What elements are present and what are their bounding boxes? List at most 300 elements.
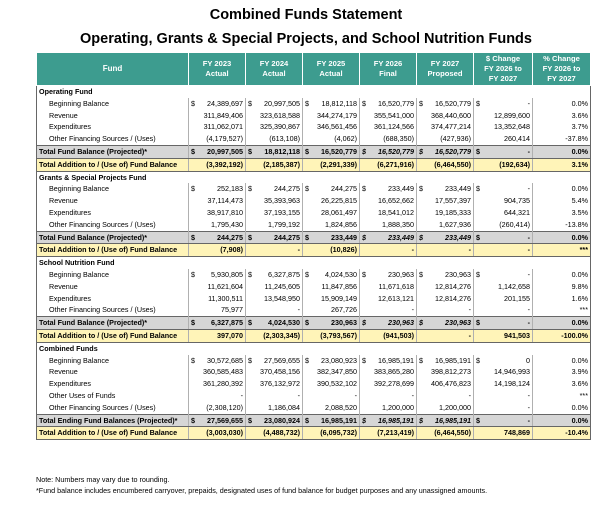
- cell-value: 13,352,648: [494, 122, 530, 132]
- cell-value: 6,327,875: [211, 318, 243, 328]
- cell-value: (6,464,550): [434, 428, 471, 438]
- cell-value: 18,812,118: [264, 146, 300, 156]
- cell-value: -: [527, 98, 530, 108]
- value-cell: [246, 110, 303, 122]
- value-cell: [417, 378, 474, 390]
- value-cell: [360, 355, 417, 367]
- cell-value: 370,458,156: [260, 367, 300, 377]
- value-cell: [533, 133, 591, 145]
- value-cell: [303, 183, 360, 195]
- line-item-row: [37, 402, 591, 414]
- value-cell: [417, 293, 474, 305]
- cell-value: 406,476,823: [431, 379, 471, 389]
- value-cell: [474, 269, 533, 281]
- page-subtitle: Operating, Grants & Special Projects, and School Nutrition Funds: [80, 31, 532, 47]
- value-cell: [246, 158, 303, 171]
- cell-value: 0.0%: [571, 318, 588, 328]
- dollar-sign: $: [362, 184, 366, 194]
- cell-value: 267,726: [331, 305, 357, 315]
- value-cell: [246, 219, 303, 231]
- value-cell: [189, 329, 246, 342]
- row-label: Expenditures: [37, 121, 189, 133]
- cell-value: -: [527, 318, 530, 328]
- header-fy2024: FY 2024 Actual: [246, 53, 303, 86]
- cell-value: 16,652,662: [378, 196, 414, 206]
- cell-value: (427,936): [440, 134, 471, 144]
- row-label: Revenue: [37, 366, 189, 378]
- value-cell: [246, 317, 303, 330]
- cell-value: -: [527, 146, 530, 156]
- line-item-row: [37, 378, 591, 390]
- cell-value: -: [354, 390, 357, 400]
- line-item-row: [37, 304, 591, 316]
- cell-value: -: [527, 305, 530, 315]
- cell-value: -: [468, 305, 471, 315]
- value-cell: [246, 402, 303, 414]
- value-cell: [533, 402, 591, 414]
- value-cell: [246, 269, 303, 281]
- cell-value: 346,561,456: [317, 122, 357, 132]
- dollar-sign: $: [419, 146, 423, 156]
- value-cell: [474, 158, 533, 171]
- value-cell: [246, 378, 303, 390]
- dollar-sign: $: [248, 146, 252, 156]
- cell-value: -: [527, 390, 530, 400]
- row-label: Total Addition to / (Use of) Fund Balance: [37, 329, 189, 342]
- value-cell: [189, 293, 246, 305]
- value-cell: [303, 244, 360, 257]
- value-cell: [360, 121, 417, 133]
- cell-value: 233,449: [445, 232, 471, 242]
- value-cell: [417, 269, 474, 281]
- value-cell: [189, 133, 246, 145]
- value-cell: [474, 293, 533, 305]
- cell-value: 392,278,699: [374, 379, 414, 389]
- value-cell: [189, 402, 246, 414]
- line-item-row: [37, 281, 591, 293]
- row-label: Total Addition to / (Use of) Fund Balance: [37, 244, 189, 257]
- section-header-row: [37, 86, 591, 98]
- value-cell: [474, 402, 533, 414]
- cell-value: 398,812,273: [431, 367, 471, 377]
- cell-value: 75,977: [221, 305, 243, 315]
- cell-value: 0.0%: [571, 232, 588, 242]
- value-cell: [474, 121, 533, 133]
- row-label: Beginning Balance: [37, 183, 189, 195]
- cell-value: 0.0%: [571, 402, 588, 412]
- cell-value: 748,869: [504, 428, 530, 438]
- value-cell: [246, 304, 303, 316]
- line-item-row: [37, 293, 591, 305]
- value-cell: [533, 390, 591, 402]
- cell-value: -: [527, 402, 530, 412]
- cell-value: 344,274,179: [317, 110, 357, 120]
- cell-value: 325,390,867: [260, 122, 300, 132]
- cell-value: ***: [579, 245, 588, 255]
- line-item-row: [37, 207, 591, 219]
- value-cell: [474, 219, 533, 231]
- value-cell: [417, 402, 474, 414]
- value-cell: [474, 281, 533, 293]
- value-cell: [303, 98, 360, 110]
- value-cell: [533, 304, 591, 316]
- cell-value: 233,449: [388, 184, 414, 194]
- cell-value: 374,477,214: [431, 122, 471, 132]
- line-item-row: [37, 269, 591, 281]
- value-cell: [303, 231, 360, 244]
- line-item-row: [37, 366, 591, 378]
- cell-value: 16,985,191: [378, 415, 414, 425]
- dollar-sign: $: [305, 98, 309, 108]
- cell-value: 26,225,815: [321, 196, 357, 206]
- cell-value: 644,321: [504, 207, 530, 217]
- cell-value: 0.0%: [571, 184, 588, 194]
- dollar-sign: $: [305, 318, 309, 328]
- dollar-sign: $: [362, 269, 366, 279]
- dollar-sign: $: [248, 269, 252, 279]
- dollar-sign: $: [305, 269, 309, 279]
- value-cell: [474, 110, 533, 122]
- dollar-sign: $: [305, 415, 309, 425]
- cell-value: 2,088,520: [325, 402, 357, 412]
- dollar-sign: $: [476, 318, 480, 328]
- value-cell: [246, 145, 303, 158]
- total-addition-row: [37, 329, 591, 342]
- value-cell: [189, 355, 246, 367]
- value-cell: [474, 98, 533, 110]
- cell-value: 12,613,121: [378, 293, 414, 303]
- cell-value: 23,080,923: [321, 355, 357, 365]
- value-cell: [417, 281, 474, 293]
- dollar-sign: $: [419, 269, 423, 279]
- value-cell: [246, 414, 303, 427]
- cell-value: (688,350): [383, 134, 414, 144]
- cell-value: -: [240, 390, 243, 400]
- cell-value: 382,347,850: [317, 367, 357, 377]
- cell-value: 16,985,191: [378, 355, 414, 365]
- value-cell: [246, 366, 303, 378]
- value-cell: [360, 293, 417, 305]
- value-cell: [303, 293, 360, 305]
- cell-value: 16,985,191: [321, 415, 357, 425]
- value-cell: [189, 158, 246, 171]
- value-cell: [417, 133, 474, 145]
- cell-value: 18,541,012: [378, 207, 414, 217]
- dollar-sign: $: [362, 318, 366, 328]
- value-cell: [246, 183, 303, 195]
- value-cell: [303, 145, 360, 158]
- cell-value: 3.9%: [571, 367, 588, 377]
- dollar-sign: $: [419, 415, 423, 425]
- cell-value: 5,930,805: [211, 269, 243, 279]
- cell-value: 376,132,972: [260, 379, 300, 389]
- value-cell: [474, 231, 533, 244]
- value-cell: [189, 121, 246, 133]
- cell-value: 14,198,124: [494, 379, 530, 389]
- value-cell: [533, 145, 591, 158]
- cell-value: (941,503): [383, 330, 414, 340]
- cell-value: 11,300,511: [208, 293, 243, 303]
- cell-value: 360,585,483: [203, 367, 243, 377]
- value-cell: [360, 244, 417, 257]
- cell-value: (4,488,732): [263, 428, 300, 438]
- cell-value: (6,095,732): [320, 428, 357, 438]
- cell-value: 16,985,191: [435, 415, 471, 425]
- cell-value: 0: [526, 355, 530, 365]
- row-label: Beginning Balance: [37, 355, 189, 367]
- cell-value: 3.6%: [571, 379, 588, 389]
- cell-value: (4,062): [334, 134, 357, 144]
- row-label: Beginning Balance: [37, 269, 189, 281]
- value-cell: [360, 231, 417, 244]
- section-header-row: [37, 257, 591, 269]
- dollar-sign: $: [248, 355, 252, 365]
- value-cell: [417, 427, 474, 440]
- page-title: Combined Funds Statement: [209, 7, 403, 23]
- value-cell: [360, 110, 417, 122]
- value-cell: [360, 269, 417, 281]
- cell-value: -: [527, 245, 530, 255]
- cell-value: 0.0%: [571, 269, 588, 279]
- value-cell: [360, 329, 417, 342]
- value-cell: [360, 183, 417, 195]
- cell-value: 1,142,658: [498, 281, 530, 291]
- header-dollar-change: $ Change FY 2026 to FY 2027: [474, 53, 533, 86]
- value-cell: [474, 183, 533, 195]
- value-cell: [246, 329, 303, 342]
- value-cell: [360, 414, 417, 427]
- value-cell: [474, 378, 533, 390]
- cell-value: 20,997,505: [264, 98, 300, 108]
- value-cell: [474, 355, 533, 367]
- cell-value: 252,183: [217, 184, 243, 194]
- value-cell: [303, 317, 360, 330]
- row-label: Total Fund Balance (Projected)*: [37, 231, 189, 244]
- value-cell: [474, 414, 533, 427]
- row-label: Other Financing Sources / (Uses): [37, 402, 189, 414]
- value-cell: [533, 281, 591, 293]
- cell-value: 941,503: [504, 330, 530, 340]
- value-cell: [474, 195, 533, 207]
- row-label: Total Addition to / (Use of) Fund Balance: [37, 158, 189, 171]
- cell-value: (2,308,120): [206, 402, 243, 412]
- note-rounding: Note: Numbers may vary due to rounding.: [36, 475, 170, 484]
- cell-value: 244,275: [331, 184, 357, 194]
- value-cell: [303, 329, 360, 342]
- value-cell: [189, 317, 246, 330]
- value-cell: [417, 121, 474, 133]
- cell-value: 16,520,779: [435, 98, 471, 108]
- cell-value: 27,569,655: [207, 415, 243, 425]
- cell-value: 1,824,856: [325, 219, 357, 229]
- value-cell: [533, 293, 591, 305]
- header-fy2026: FY 2026 Final: [360, 53, 417, 86]
- cell-value: -10.4%: [565, 428, 588, 438]
- value-cell: [303, 366, 360, 378]
- dollar-sign: $: [305, 355, 309, 365]
- row-label: Total Ending Fund Balances (Projected)*: [37, 414, 189, 427]
- cell-value: 3.7%: [571, 122, 588, 132]
- dollar-sign: $: [305, 146, 309, 156]
- title-block: [0, 6, 612, 48]
- cell-value: 38,917,810: [207, 207, 243, 217]
- cell-value: 3.6%: [571, 110, 588, 120]
- cell-value: 12,814,276: [435, 293, 471, 303]
- value-cell: [533, 427, 591, 440]
- section-name: Combined Funds: [37, 342, 591, 354]
- cell-value: 323,618,588: [260, 110, 300, 120]
- value-cell: [533, 207, 591, 219]
- dollar-sign: $: [476, 415, 480, 425]
- header-fy2023: FY 2023 Actual: [189, 53, 246, 86]
- cell-value: 230,963: [388, 318, 414, 328]
- cell-value: -13.8%: [565, 219, 588, 229]
- cell-value: 260,414: [504, 134, 530, 144]
- cell-value: 16,520,779: [435, 146, 471, 156]
- cell-value: 244,275: [274, 184, 300, 194]
- line-item-row: [37, 121, 591, 133]
- cell-value: (3,392,192): [206, 159, 243, 169]
- dollar-sign: $: [305, 232, 309, 242]
- cell-value: (3,793,567): [320, 330, 357, 340]
- row-label: Other Financing Sources / (Uses): [37, 304, 189, 316]
- value-cell: [474, 207, 533, 219]
- cell-value: 904,735: [504, 196, 530, 206]
- value-cell: [246, 133, 303, 145]
- value-cell: [303, 110, 360, 122]
- cell-value: -: [411, 305, 414, 315]
- cell-value: (7,908): [220, 245, 243, 255]
- value-cell: [246, 98, 303, 110]
- cell-value: 1,200,000: [439, 402, 471, 412]
- total-addition-row: [37, 427, 591, 440]
- cell-value: (260,414): [499, 219, 530, 229]
- cell-value: 311,849,406: [203, 110, 243, 120]
- value-cell: [303, 402, 360, 414]
- cell-value: 361,124,566: [374, 122, 414, 132]
- cell-value: -: [411, 245, 414, 255]
- value-cell: [246, 390, 303, 402]
- value-cell: [246, 244, 303, 257]
- cell-value: 16,520,779: [321, 146, 357, 156]
- cell-value: 11,847,856: [321, 281, 357, 291]
- value-cell: [360, 402, 417, 414]
- dollar-sign: $: [419, 318, 423, 328]
- value-cell: [417, 195, 474, 207]
- line-item-row: [37, 195, 591, 207]
- total-addition-row: [37, 244, 591, 257]
- note-fund-balance: *Fund balance includes encumbered carryover, prepaids, designated uses of fund balance for budget purposes and any unassigned amounts.: [36, 486, 488, 495]
- total-fund-balance-row: [37, 414, 591, 427]
- row-label: Expenditures: [37, 293, 189, 305]
- value-cell: [189, 207, 246, 219]
- cell-value: 1,186,084: [268, 402, 300, 412]
- header-fy2025: FY 2025 Actual: [303, 53, 360, 86]
- cell-value: 27,569,655: [264, 355, 300, 365]
- cell-value: 361,280,392: [203, 379, 243, 389]
- value-cell: [474, 145, 533, 158]
- cell-value: -: [468, 245, 471, 255]
- value-cell: [303, 304, 360, 316]
- section-name: School Nutrition Fund: [37, 257, 591, 269]
- cell-value: 230,963: [331, 318, 357, 328]
- cell-value: (192,634): [499, 159, 530, 169]
- value-cell: [303, 195, 360, 207]
- cell-value: 1,200,000: [382, 402, 414, 412]
- value-cell: [417, 183, 474, 195]
- value-cell: [474, 317, 533, 330]
- dollar-sign: $: [476, 98, 480, 108]
- value-cell: [246, 121, 303, 133]
- line-item-row: [37, 219, 591, 231]
- row-label: Total Fund Balance (Projected)*: [37, 145, 189, 158]
- section-name: Operating Fund: [37, 86, 591, 98]
- value-cell: [533, 183, 591, 195]
- value-cell: [360, 219, 417, 231]
- cell-value: 1,799,192: [268, 219, 300, 229]
- value-cell: [360, 133, 417, 145]
- cell-value: 233,449: [388, 232, 414, 242]
- cell-value: 230,963: [445, 269, 471, 279]
- notes: [36, 474, 596, 496]
- value-cell: [533, 366, 591, 378]
- total-fund-balance-row: [37, 231, 591, 244]
- dollar-sign: $: [248, 415, 252, 425]
- dollar-sign: $: [191, 415, 195, 425]
- cell-value: 0.0%: [571, 146, 588, 156]
- value-cell: [360, 195, 417, 207]
- row-label: Revenue: [37, 110, 189, 122]
- section-header-row: [37, 342, 591, 354]
- cell-value: 4,024,530: [268, 318, 300, 328]
- dollar-sign: $: [248, 98, 252, 108]
- cell-value: -: [527, 269, 530, 279]
- row-label: Beginning Balance: [37, 98, 189, 110]
- value-cell: [189, 366, 246, 378]
- line-item-row: [37, 133, 591, 145]
- cell-value: -: [527, 232, 530, 242]
- dollar-sign: $: [476, 269, 480, 279]
- value-cell: [303, 414, 360, 427]
- cell-value: 37,114,473: [207, 196, 243, 206]
- value-cell: [533, 414, 591, 427]
- value-cell: [189, 269, 246, 281]
- cell-value: 244,275: [217, 232, 243, 242]
- total-addition-row: [37, 158, 591, 171]
- value-cell: [303, 269, 360, 281]
- value-cell: [303, 355, 360, 367]
- row-label: Other Financing Sources / (Uses): [37, 219, 189, 231]
- total-fund-balance-row: [37, 145, 591, 158]
- cell-value: -100.0%: [561, 330, 588, 340]
- line-item-row: [37, 110, 591, 122]
- cell-value: 3.1%: [571, 159, 588, 169]
- cell-value: (2,303,345): [263, 330, 300, 340]
- dollar-sign: $: [191, 269, 195, 279]
- section-name: Grants & Special Projects Fund: [37, 171, 591, 183]
- value-cell: [417, 98, 474, 110]
- value-cell: [533, 121, 591, 133]
- header-percent-change: % Change FY 2026 to FY 2027: [533, 53, 591, 86]
- dollar-sign: $: [362, 415, 366, 425]
- cell-value: 1,888,350: [382, 219, 414, 229]
- value-cell: [474, 244, 533, 257]
- value-cell: [533, 219, 591, 231]
- header-fy2027: FY 2027 Proposed: [417, 53, 474, 86]
- cell-value: 0.0%: [571, 98, 588, 108]
- value-cell: [474, 304, 533, 316]
- cell-value: 11,245,605: [264, 281, 300, 291]
